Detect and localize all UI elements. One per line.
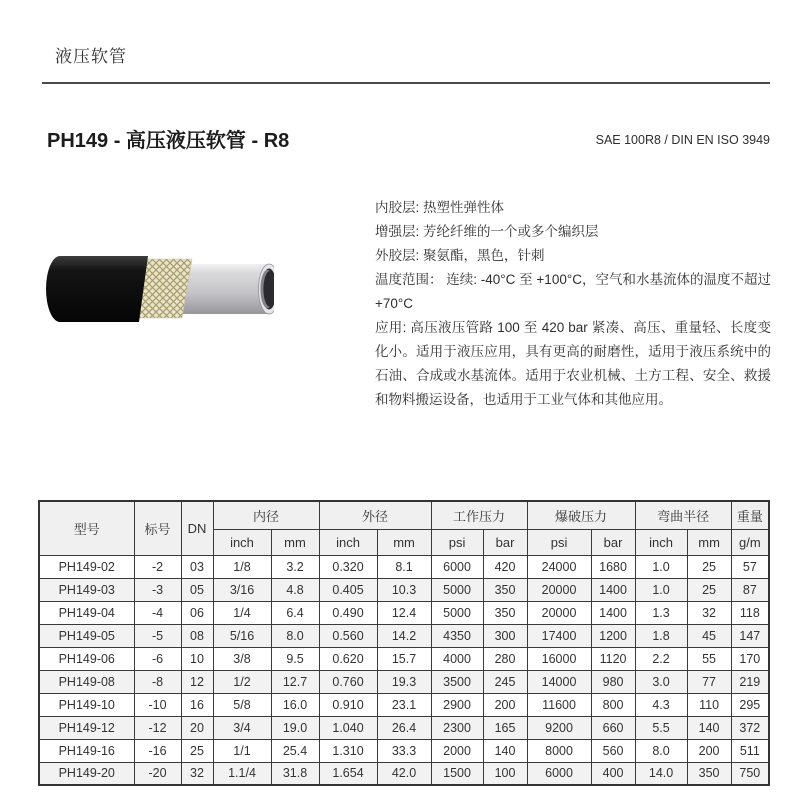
col-header-id-inch: inch [213, 529, 271, 555]
table-cell: 1/4 [213, 601, 271, 624]
table-cell: 3/16 [213, 578, 271, 601]
table-cell: 147 [731, 624, 769, 647]
table-cell: 1.1/4 [213, 762, 271, 785]
table-cell: 560 [591, 739, 635, 762]
table-cell: PH149-08 [39, 670, 134, 693]
table-cell: 170 [731, 647, 769, 670]
table-cell: 4350 [431, 624, 483, 647]
table-cell: 25.4 [271, 739, 319, 762]
table-cell: 16 [181, 693, 213, 716]
table-cell: 110 [687, 693, 731, 716]
product-image-hose [44, 256, 274, 326]
table-cell: 1120 [591, 647, 635, 670]
table-row [39, 693, 769, 716]
spec-table-body [39, 555, 769, 785]
spec-temperature-range: 温度范围： 连续: -40°C 至 +100°C，空气和水基流体的温度不超过 +70°C [375, 272, 771, 311]
table-cell: 32 [181, 762, 213, 785]
table-cell: 16000 [527, 647, 591, 670]
col-header-bp-bar: bar [591, 529, 635, 555]
table-cell: 140 [483, 739, 527, 762]
table-cell: 295 [731, 693, 769, 716]
col-header-id-mm: mm [271, 529, 319, 555]
table-cell: 6000 [527, 762, 591, 785]
spec-table-header [39, 501, 769, 555]
table-cell: 31.8 [271, 762, 319, 785]
col-header-br-inch: inch [635, 529, 687, 555]
table-cell: 2000 [431, 739, 483, 762]
col-group-weight: 重量 [731, 501, 769, 529]
table-cell: 8.0 [271, 624, 319, 647]
table-cell: 1400 [591, 601, 635, 624]
table-cell: 19.3 [377, 670, 431, 693]
table-cell: 23.1 [377, 693, 431, 716]
table-cell: -6 [134, 647, 181, 670]
table-cell: 57 [731, 555, 769, 578]
table-cell: 45 [687, 624, 731, 647]
hose-cutaway-illustration [44, 256, 274, 326]
table-cell: 55 [687, 647, 731, 670]
table-cell: 6000 [431, 555, 483, 578]
table-cell: 14000 [527, 670, 591, 693]
table-row [39, 624, 769, 647]
table-cell: 219 [731, 670, 769, 693]
table-cell: 19.0 [271, 716, 319, 739]
col-header-model: 型号 [39, 501, 134, 555]
table-cell: 350 [483, 578, 527, 601]
col-header-weight-gm: g/m [731, 529, 769, 555]
table-cell: 118 [731, 601, 769, 624]
table-row [39, 762, 769, 785]
table-cell: 372 [731, 716, 769, 739]
table-cell: 2.2 [635, 647, 687, 670]
table-cell: 8.0 [635, 739, 687, 762]
table-cell: PH149-10 [39, 693, 134, 716]
table-cell: 1.040 [319, 716, 377, 739]
table-cell: 300 [483, 624, 527, 647]
table-cell: -16 [134, 739, 181, 762]
col-group-inner-diameter: 内径 [213, 501, 319, 529]
table-cell: 14.0 [635, 762, 687, 785]
table-cell: 87 [731, 578, 769, 601]
table-cell: 2900 [431, 693, 483, 716]
table-cell: PH149-20 [39, 762, 134, 785]
table-cell: PH149-03 [39, 578, 134, 601]
table-cell: 1500 [431, 762, 483, 785]
table-cell: 14.2 [377, 624, 431, 647]
table-cell: 3/4 [213, 716, 271, 739]
table-cell: 20000 [527, 601, 591, 624]
table-cell: 0.560 [319, 624, 377, 647]
table-cell: 5.5 [635, 716, 687, 739]
table-cell: 42.0 [377, 762, 431, 785]
table-cell: 77 [687, 670, 731, 693]
table-cell: 10 [181, 647, 213, 670]
table-cell: 4000 [431, 647, 483, 670]
table-cell: 511 [731, 739, 769, 762]
table-cell: 08 [181, 624, 213, 647]
col-group-burst-pressure: 爆破压力 [527, 501, 635, 529]
table-cell: 200 [483, 693, 527, 716]
table-cell: 17400 [527, 624, 591, 647]
table-cell: 980 [591, 670, 635, 693]
table-row [39, 601, 769, 624]
table-cell: 1.0 [635, 578, 687, 601]
table-cell: 4.3 [635, 693, 687, 716]
table-cell: 5000 [431, 601, 483, 624]
table-cell: 12 [181, 670, 213, 693]
table-cell: 1.0 [635, 555, 687, 578]
table-cell: 1/2 [213, 670, 271, 693]
table-cell: 800 [591, 693, 635, 716]
col-header-gauge: 标号 [134, 501, 181, 555]
table-cell: 1/1 [213, 739, 271, 762]
col-group-outer-diameter: 外径 [319, 501, 431, 529]
header-divider [42, 82, 770, 84]
table-cell: 6.4 [271, 601, 319, 624]
table-cell: 20000 [527, 578, 591, 601]
table-cell: 33.3 [377, 739, 431, 762]
spec-inner-layer: 内胶层: 热塑性弹性体 [375, 200, 505, 215]
table-cell: 15.7 [377, 647, 431, 670]
table-cell: 1.654 [319, 762, 377, 785]
table-cell: 3/8 [213, 647, 271, 670]
table-cell: 25 [181, 739, 213, 762]
table-cell: 100 [483, 762, 527, 785]
col-header-wp-psi: psi [431, 529, 483, 555]
spec-table [38, 500, 770, 786]
table-cell: 03 [181, 555, 213, 578]
table-cell: PH149-16 [39, 739, 134, 762]
table-cell: 245 [483, 670, 527, 693]
table-cell: 0.405 [319, 578, 377, 601]
col-header-od-inch: inch [319, 529, 377, 555]
table-cell: 1400 [591, 578, 635, 601]
table-cell: 26.4 [377, 716, 431, 739]
table-cell: 5000 [431, 578, 483, 601]
table-cell: 3.0 [635, 670, 687, 693]
standards-reference: SAE 100R8 / DIN EN ISO 3949 [595, 133, 770, 147]
table-cell: 3.2 [271, 555, 319, 578]
product-title: PH149 - 高压液压软管 - R8 [47, 130, 290, 152]
table-cell: -2 [134, 555, 181, 578]
table-row [39, 647, 769, 670]
col-group-working-pressure: 工作压力 [431, 501, 527, 529]
table-cell: -10 [134, 693, 181, 716]
table-cell: PH149-02 [39, 555, 134, 578]
spec-reinforcement-layer: 增强层: 芳纶纤维的一个或多个编织层 [375, 224, 599, 239]
header-row-groups [39, 501, 769, 529]
col-group-bend-radius: 弯曲半径 [635, 501, 731, 529]
table-cell: 20 [181, 716, 213, 739]
table-cell: 200 [687, 739, 731, 762]
table-cell: 1680 [591, 555, 635, 578]
table-cell: 165 [483, 716, 527, 739]
table-cell: 4.8 [271, 578, 319, 601]
table-cell: 750 [731, 762, 769, 785]
spec-application: 应用: 高压液压管路 100 至 420 bar 紧凑、高压、重量轻、长度变化小。适用于液压应用，具有更高的耐磨性，适用于液压系统中的石油、合成或水基流体。适用于农业机械、土方工程、安全、救援和物料搬运设备，也适用于工业气体和其他应用。 [375, 320, 771, 407]
table-cell: 3500 [431, 670, 483, 693]
col-header-dn: DN [181, 501, 213, 555]
table-row [39, 739, 769, 762]
table-cell: 0.320 [319, 555, 377, 578]
table-cell: 0.760 [319, 670, 377, 693]
table-cell: 2300 [431, 716, 483, 739]
table-row [39, 578, 769, 601]
table-cell: 9200 [527, 716, 591, 739]
table-cell: -8 [134, 670, 181, 693]
table-cell: 25 [687, 555, 731, 578]
table-cell: PH149-04 [39, 601, 134, 624]
table-cell: 1/8 [213, 555, 271, 578]
table-cell: 8.1 [377, 555, 431, 578]
page-section-title: 液压软管 [55, 47, 127, 66]
table-cell: -5 [134, 624, 181, 647]
table-cell: 11600 [527, 693, 591, 716]
table-cell: 5/8 [213, 693, 271, 716]
table-cell: 32 [687, 601, 731, 624]
table-cell: 16.0 [271, 693, 319, 716]
table-cell: PH149-05 [39, 624, 134, 647]
table-cell: 1.310 [319, 739, 377, 762]
col-header-od-mm: mm [377, 529, 431, 555]
col-header-bp-psi: psi [527, 529, 591, 555]
table-cell: 8000 [527, 739, 591, 762]
table-cell: 350 [687, 762, 731, 785]
table-cell: 12.4 [377, 601, 431, 624]
product-description [375, 196, 771, 412]
table-cell: 140 [687, 716, 731, 739]
table-cell: 5/16 [213, 624, 271, 647]
table-cell: 0.910 [319, 693, 377, 716]
table-cell: 12.7 [271, 670, 319, 693]
table-cell: 9.5 [271, 647, 319, 670]
table-cell: PH149-12 [39, 716, 134, 739]
table-row [39, 555, 769, 578]
table-row [39, 670, 769, 693]
table-cell: 400 [591, 762, 635, 785]
table-cell: 0.620 [319, 647, 377, 670]
table-cell: 06 [181, 601, 213, 624]
table-cell: 420 [483, 555, 527, 578]
table-cell: 0.490 [319, 601, 377, 624]
table-cell: -3 [134, 578, 181, 601]
table-cell: PH149-06 [39, 647, 134, 670]
table-cell: -4 [134, 601, 181, 624]
table-cell: 10.3 [377, 578, 431, 601]
col-header-br-mm: mm [687, 529, 731, 555]
spec-outer-layer: 外胶层: 聚氨酯，黑色，针刺 [375, 248, 545, 263]
table-cell: 24000 [527, 555, 591, 578]
table-cell: 1.3 [635, 601, 687, 624]
table-cell: 350 [483, 601, 527, 624]
spec-table-container [38, 500, 768, 786]
table-cell: 1.8 [635, 624, 687, 647]
table-cell: -20 [134, 762, 181, 785]
table-cell: 280 [483, 647, 527, 670]
table-cell: -12 [134, 716, 181, 739]
table-cell: 05 [181, 578, 213, 601]
table-cell: 660 [591, 716, 635, 739]
col-header-wp-bar: bar [483, 529, 527, 555]
table-cell: 25 [687, 578, 731, 601]
table-row [39, 716, 769, 739]
table-cell: 1200 [591, 624, 635, 647]
